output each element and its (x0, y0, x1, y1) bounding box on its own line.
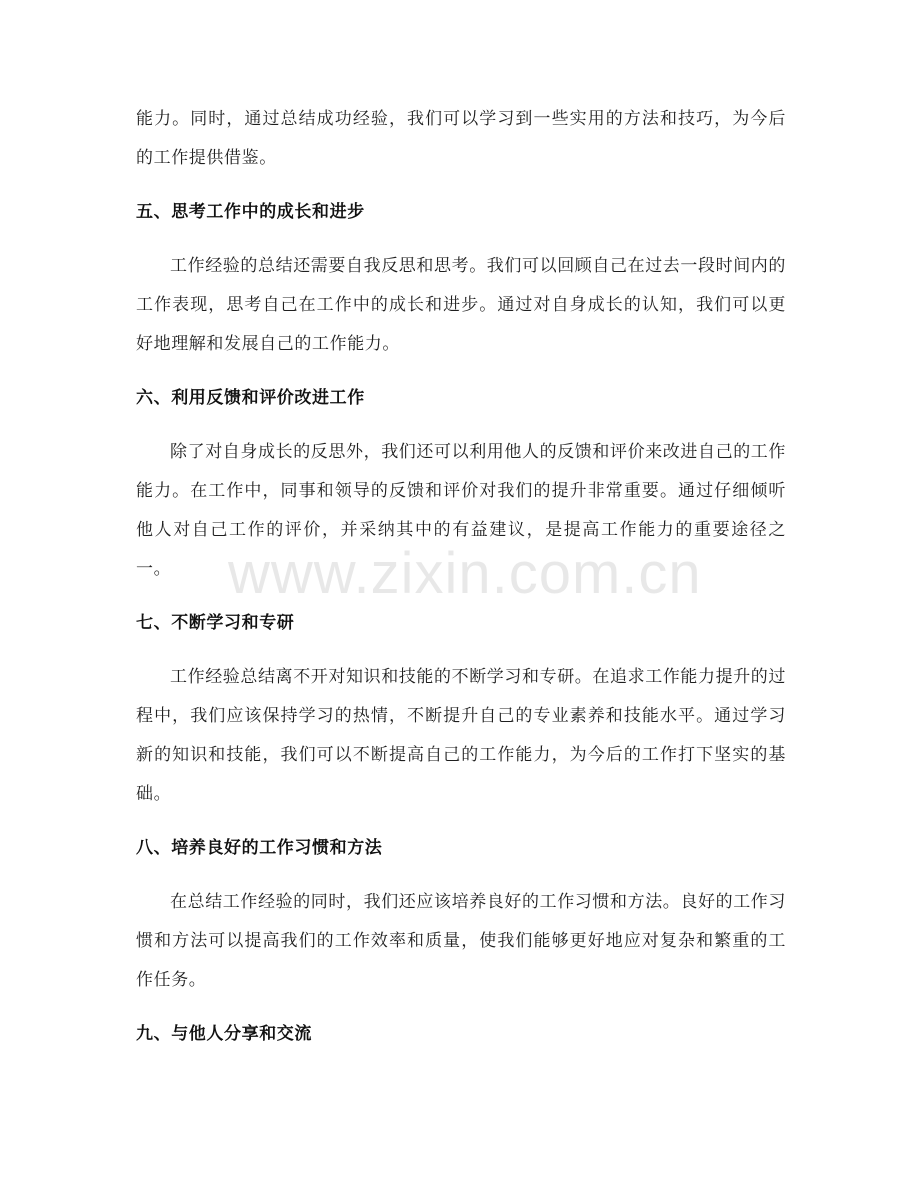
section-heading-5: 五、思考工作中的成长和进步 (136, 202, 365, 222)
paragraph-continued: 能力。同时，通过总结成功经验，我们可以学习到一些实用的方法和技巧，为今后的工作提供借鉴。 (136, 109, 786, 168)
section-heading-6: 六、利用反馈和评价改进工作 (136, 388, 365, 408)
paragraph-section-7: 工作经验总结离不开对知识和技能的不断学习和专研。在追求工作能力提升的过程中，我们应该保持学习的热情，不断提升自己的专业素养和技能水平。通过学习新的知识和技能，我们可以不断提高自己的工作能力，为今后的工作打下坚实的基础。 (136, 667, 786, 804)
section-heading-8: 八、培养良好的工作习惯和方法 (136, 838, 383, 858)
section-heading-7: 七、不断学习和专研 (136, 613, 295, 633)
watermark: www.zixin.com.cn (228, 541, 702, 606)
paragraph-section-6: 除了对自身成长的反思外，我们还可以利用他人的反馈和评价来改进自己的工作能力。在工作中，同事和领导的反馈和评价对我们的提升非常重要。通过仔细倾听他人对自己工作的评价，并采纳其中的有益建议，是提高工作能力的重要途径之一。 (136, 442, 786, 579)
document-body (136, 100, 786, 1054)
paragraph-section-8: 在总结工作经验的同时，我们还应该培养良好的工作习惯和方法。良好的工作习惯和方法可以提高我们的工作效率和质量，使我们能够更好地应对复杂和繁重的工作任务。 (136, 892, 786, 990)
paragraph-section-5: 工作经验的总结还需要自我反思和思考。我们可以回顾自己在过去一段时间内的工作表现，思考自己在工作中的成长和进步。通过对自身成长的认知，我们可以更好地理解和发展自己的工作能力。 (136, 256, 786, 354)
section-heading-9: 九、与他人分享和交流 (136, 1024, 312, 1044)
